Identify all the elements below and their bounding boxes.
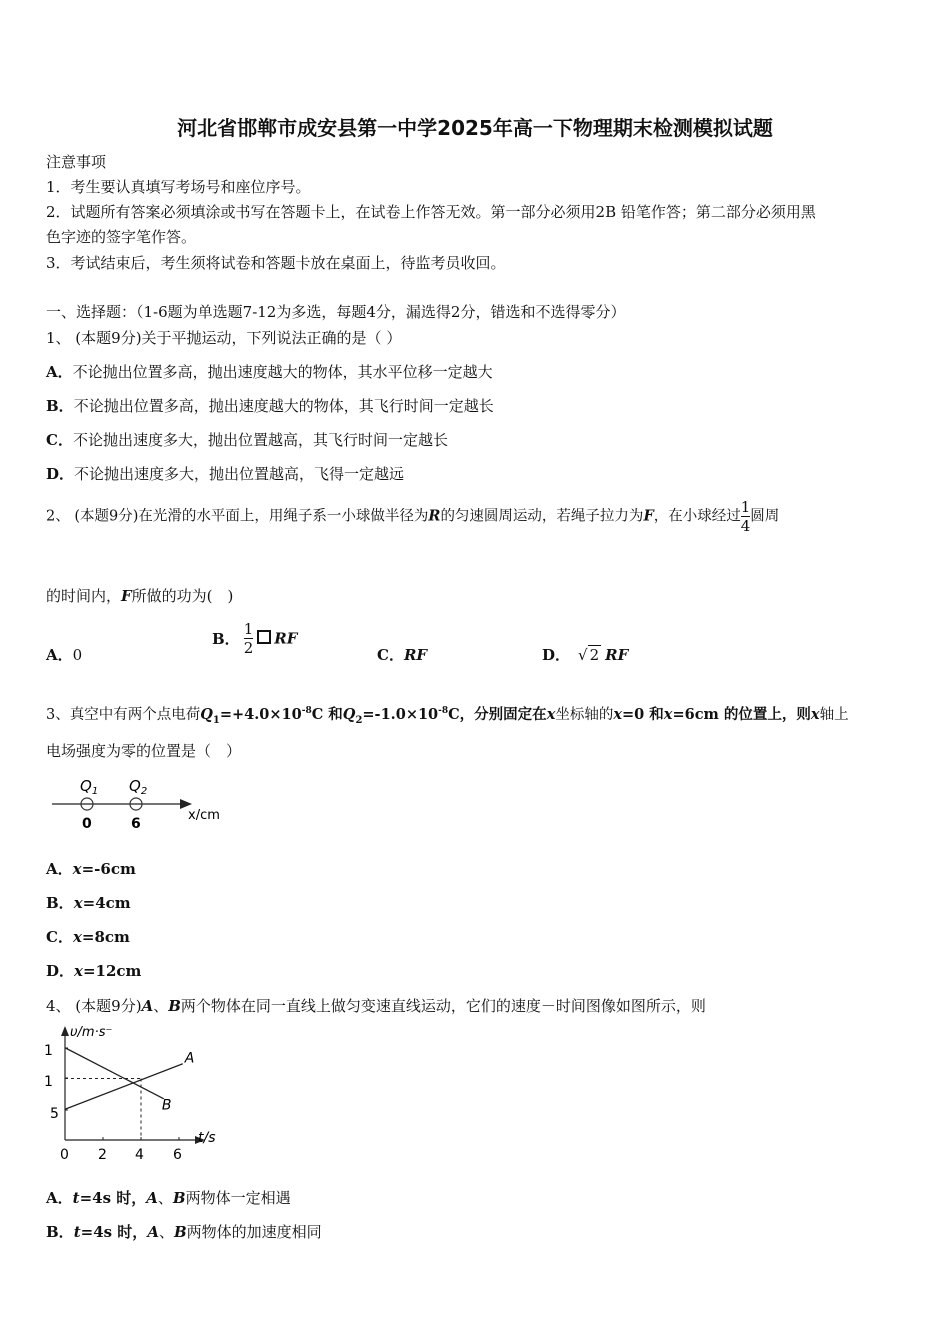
missing-glyph-box xyxy=(257,630,271,644)
x-tick-label: 0 xyxy=(60,1147,69,1163)
axis-label: x/cm xyxy=(188,808,220,823)
notice-item: 2．试题所有答案必须填涂或书写在答题卡上，在试卷上作答无效。第一部分必须用2B 铅笔作答；第二部分必须用黑 xyxy=(46,203,816,221)
fraction-quarter: $\frac{1}{4}$ xyxy=(740,498,751,535)
notice-item: 1．考生要认真填写考场号和座位序号。 xyxy=(46,178,311,196)
q3-option-c: C．x=8cm xyxy=(46,928,130,946)
v-axis-label: υ/m·s⁻ xyxy=(70,1025,113,1040)
q2-option-a: A．0 xyxy=(46,646,83,664)
q1-option-a: A．不论抛出位置多高，抛出速度越大的物体，其水平位移一定越大 xyxy=(46,363,493,381)
q3-option-a: A．x=-6cm xyxy=(46,860,136,878)
page-title: 河北省邯郸市成安县第一中学2025年高一下物理期末检测模拟试题 xyxy=(177,116,773,140)
q1-option-c: C．不论抛出速度多大，抛出位置越高，其飞行时间一定越长 xyxy=(46,431,448,449)
charge-axis-figure xyxy=(46,772,236,834)
sqrt-radicand: 2 xyxy=(589,646,600,664)
q4-option-b: B．t=4s 时，A、B两物体的加速度相同 xyxy=(46,1223,322,1241)
t-axis-label: t/s xyxy=(198,1130,216,1146)
series-line-B xyxy=(65,1048,164,1099)
tick-6-label: 6 xyxy=(131,816,141,832)
q3-option-b: B．x=4cm xyxy=(46,894,131,912)
notice-item: 色字迹的签字笔作答。 xyxy=(46,228,197,246)
question-1-stem: 1、 (本题9分)关于平抛运动，下列说法正确的是（ ） xyxy=(46,329,402,347)
tick-0-label: 0 xyxy=(82,816,92,832)
x-tick-label: 6 xyxy=(173,1147,182,1163)
velocity-time-chart xyxy=(30,1018,230,1168)
question-2-line2: 的时间内，F所做的功为( ) xyxy=(46,587,234,605)
q2-option-c: C．RF xyxy=(377,646,428,664)
series-label-A: A xyxy=(184,1050,195,1067)
y-tick-label: 1 xyxy=(44,1043,53,1059)
question-4-stem: 4、 (本题9分)A、B两个物体在同一直线上做匀变速直线运动，它们的速度－时间图像如图所示，则 xyxy=(46,997,706,1015)
x-tick-label: 4 xyxy=(135,1147,144,1163)
notice-item: 3．考试结束后，考生须将试卷和答题卡放在桌面上，待监考员收回。 xyxy=(46,254,506,272)
q1-option-b: B．不论抛出位置多高，抛出速度越大的物体，其飞行时间一定越长 xyxy=(46,397,494,415)
notice-heading: 注意事项 xyxy=(46,153,107,171)
question-3-line2: 电场强度为零的位置是（ ） xyxy=(46,742,242,760)
charge-q2-label: $Q_2$ xyxy=(129,777,148,797)
fraction-half: $\frac{1}{2}$ xyxy=(243,620,254,657)
q1-option-d: D．不论抛出速度多大，抛出位置越高，飞得一定越远 xyxy=(46,465,405,483)
q4-option-a: A．t=4s 时，A、B两物体一定相遇 xyxy=(46,1189,291,1207)
series-label-B: B xyxy=(161,1097,172,1114)
y-tick-label: 1 xyxy=(44,1074,53,1090)
q2-option-d: D． √ 2 RF xyxy=(542,646,629,664)
q2-option-b: B． $\frac{1}{2}$ RF xyxy=(212,620,298,657)
question-3-stem: 3、真空中有两个点电荷$Q_1=+4.0\times 10^{-8}C$ 和$Q_2=-1.0\times 10^{-8}C$，分别固定在x坐标轴的x=0 和x=6cm 的位置上，则x轴上 xyxy=(46,706,849,726)
x-tick-label: 2 xyxy=(98,1147,107,1163)
question-2-stem: 2、 (本题9分)在光滑的水平面上，用绳子系一小球做半径为R的匀速圆周运动，若绳子拉力为F，在小球经过 $\frac{1}{4}$ 圆周 xyxy=(46,498,780,535)
v-axis-arrow-icon xyxy=(61,1026,69,1036)
y-tick-label: 5 xyxy=(50,1106,59,1122)
charge-q1-label: $Q_1$ xyxy=(80,777,99,797)
section-heading: 一、选择题：（1-6题为单选题7-12为多选，每题4分，漏选得2分，错选和不选得零分） xyxy=(46,303,626,321)
q3-option-d: D．x=12cm xyxy=(46,962,142,980)
